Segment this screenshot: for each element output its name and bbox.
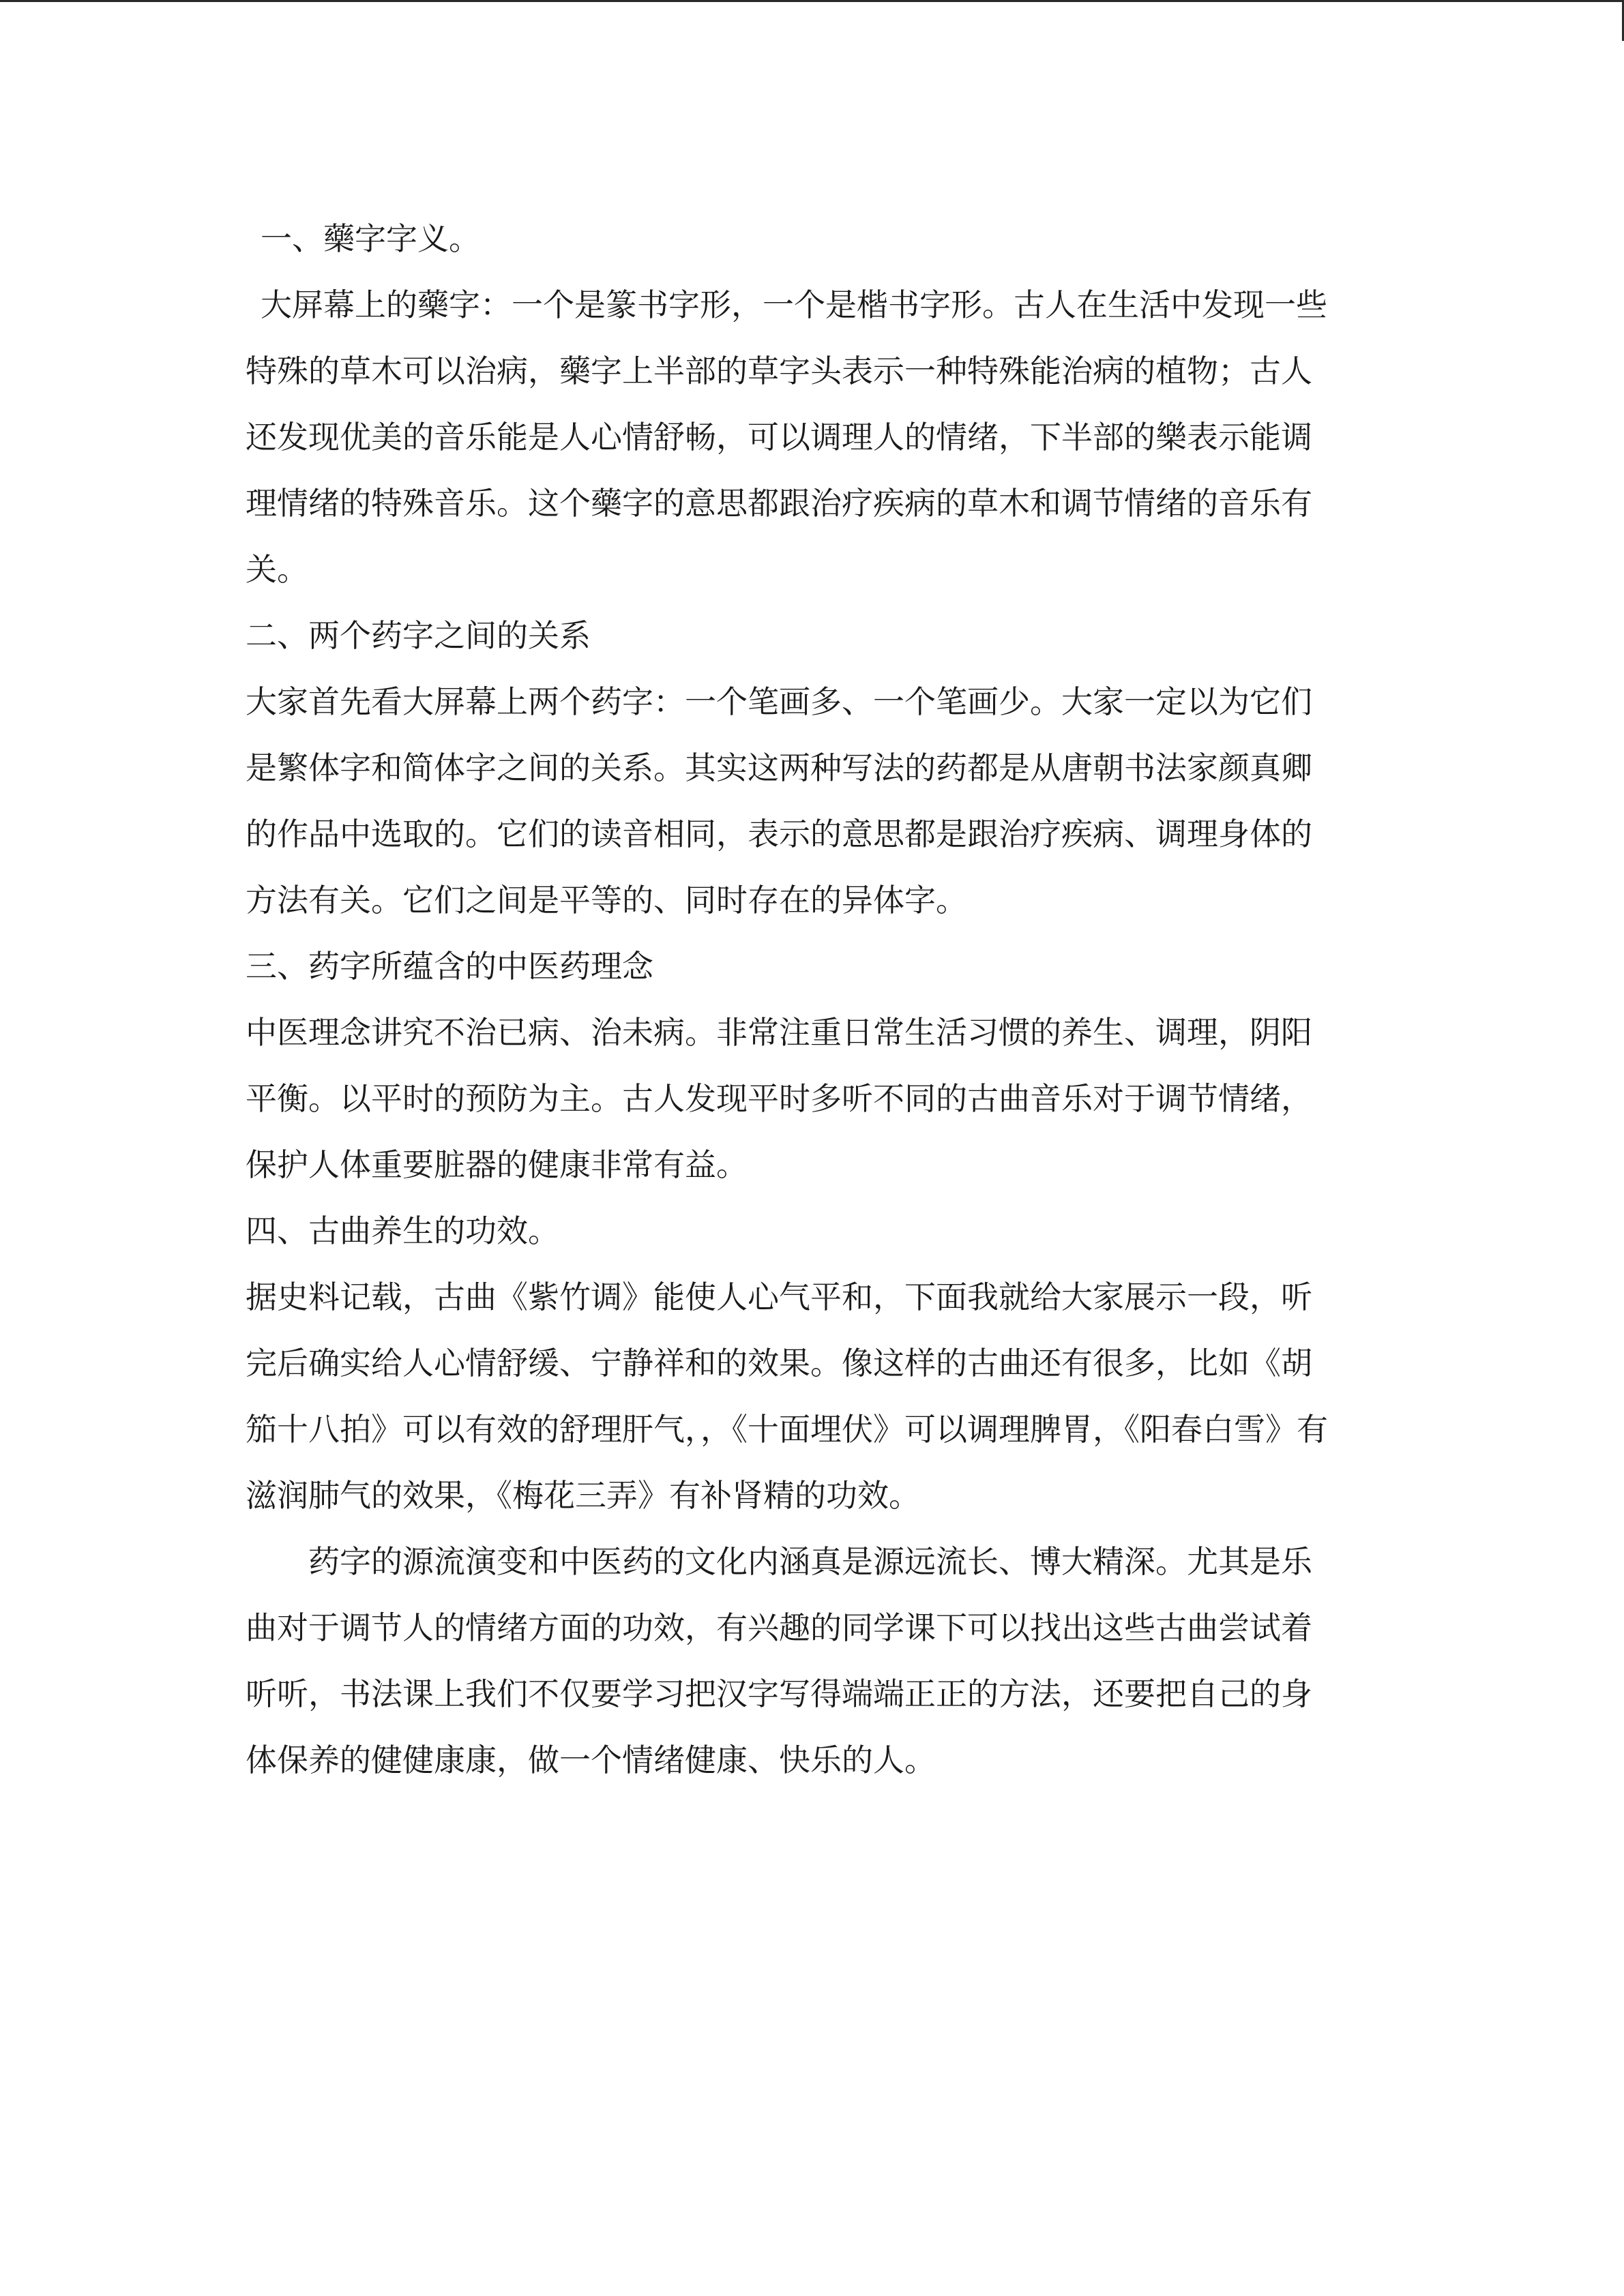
closing-line: 体保养的健健康康，做一个情绪健康、快乐的人。	[246, 1742, 936, 1778]
paragraph-line: 完后确实给人心情舒缓、宁静祥和的效果。像这样的古曲还有很多，比如《胡	[246, 1345, 1312, 1382]
top-border	[0, 0, 1624, 2]
paragraph-line: 理情绪的特殊音乐。这个藥字的意思都跟治疗疾病的草木和调节情绪的音乐有	[246, 485, 1312, 522]
section-heading: 四、古曲养生的功效。	[246, 1212, 559, 1249]
paragraph-line: 笳十八拍》可以有效的舒理肝气，，《十面埋伏》可以调理脾胃，《阳春白雪》有	[246, 1411, 1328, 1448]
paragraph-line: 关。	[246, 551, 308, 588]
section-heading: 一、藥字字义。	[261, 220, 480, 257]
section-heading: 二、两个药字之间的关系	[246, 617, 591, 654]
paragraph-line: 据史料记载，古曲《紫竹调》能使人心气平和，下面我就给大家展示一段，听	[246, 1279, 1312, 1315]
paragraph-line: 滋润肺气的效果，《梅花三弄》有补肾精的功效。	[246, 1477, 920, 1514]
closing-line: 曲对于调节人的情绪方面的功效，有兴趣的同学课下可以找出这些古曲尝试着	[246, 1609, 1312, 1646]
paragraph-line: 还发现优美的音乐能是人心情舒畅，可以调理人的情绪，下半部的樂表示能调	[246, 419, 1312, 456]
paragraph-line: 方法有关。它们之间是平等的、同时存在的异体字。	[246, 882, 967, 919]
paragraph-line: 大家首先看大屏幕上两个药字：一个笔画多、一个笔画少。大家一定以为它们	[246, 683, 1312, 720]
closing-line: 药字的源流演变和中医药的文化内涵真是源远流长、博大精深。尤其是乐	[308, 1543, 1312, 1580]
closing-line: 听听，书法课上我们不仅要学习把汉字写得端端正正的方法，还要把自己的身	[246, 1675, 1312, 1712]
paragraph-line: 的作品中选取的。它们的读音相同，表示的意思都是跟治疗疾病、调理身体的	[246, 816, 1312, 852]
document-body	[246, 206, 1378, 1793]
paragraph-line: 中医理念讲究不治已病、治未病。非常注重日常生活习惯的养生、调理，阴阳	[246, 1014, 1312, 1051]
paragraph-line: 大屏幕上的藥字：一个是篆书字形，一个是楷书字形。古人在生活中发现一些	[261, 286, 1327, 323]
section-heading: 三、药字所蕴含的中医药理念	[246, 948, 653, 985]
paragraph-line: 平衡。以平时的预防为主。古人发现平时多听不同的古曲音乐对于调节情绪，	[246, 1080, 1312, 1117]
paragraph-line: 保护人体重要脏器的健康非常有益。	[246, 1146, 748, 1183]
paragraph-line: 特殊的草木可以治病，藥字上半部的草字头表示一种特殊能治病的植物；古人	[246, 353, 1312, 389]
paragraph-line: 是繁体字和简体字之间的关系。其实这两种写法的药都是从唐朝书法家颜真卿	[246, 749, 1312, 786]
